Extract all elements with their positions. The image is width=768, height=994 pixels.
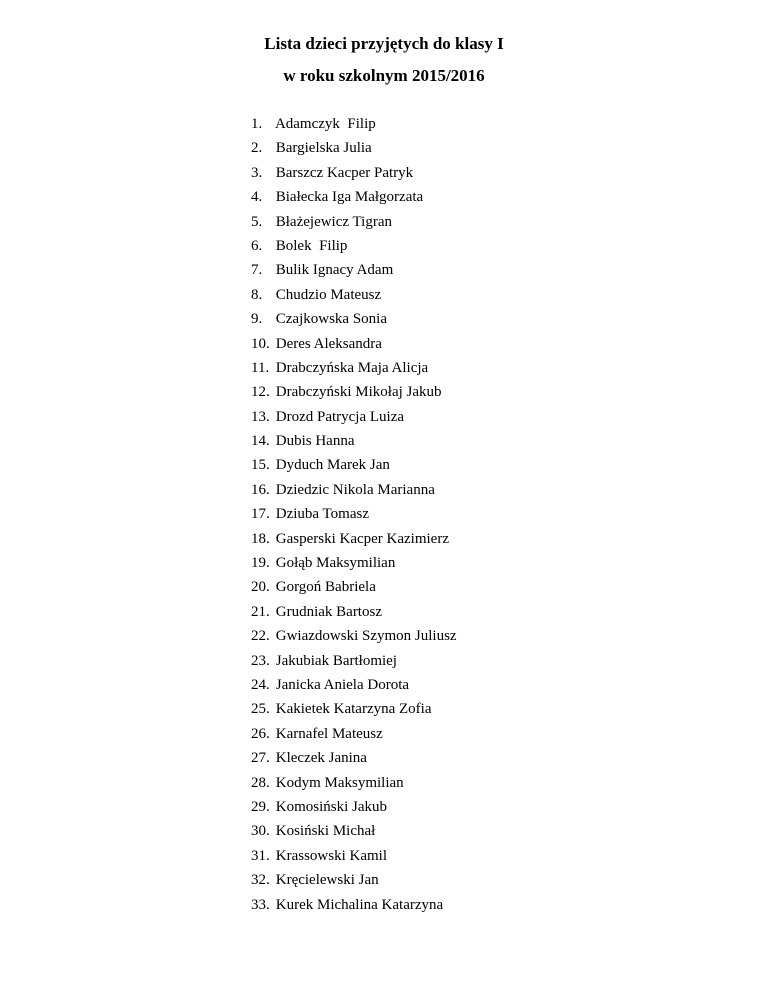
list-item-name: Dziedzic Nikola Marianna: [275, 481, 435, 498]
list-item-number: 30.: [251, 823, 270, 840]
list-item: [251, 651, 457, 675]
list-item-number: 29.: [251, 798, 270, 815]
list-item-number: 18.: [251, 530, 270, 547]
list-item: [251, 260, 457, 284]
list-item: [251, 334, 457, 358]
list-item: [251, 797, 457, 821]
list-item-number: 13.: [251, 408, 270, 425]
list-item-name: Barszcz Kacper Patryk: [275, 164, 414, 181]
list-item-name: Adamczyk Filip: [274, 116, 376, 132]
list-item-number: 15.: [251, 457, 270, 474]
list-item-number: 16.: [251, 481, 270, 498]
list-item: [251, 626, 457, 650]
list-item: [251, 212, 457, 236]
list-item-name: Gwiazdowski Szymon Juliusz: [275, 628, 457, 645]
list-item-name: Drabczyńska Maja Alicja: [275, 359, 429, 376]
list-item: [251, 480, 457, 504]
list-item: [251, 895, 457, 919]
list-item: [251, 163, 457, 187]
list-item-number: 33.: [251, 896, 270, 913]
list-item-name: Kleczek Janina: [275, 750, 367, 767]
list-item-number: 6.: [251, 237, 263, 254]
list-item-number: 3.: [251, 164, 263, 181]
list-item: [251, 748, 457, 772]
list-item-name: Gasperski Kacper Kazimierz: [275, 530, 449, 547]
list-item: [251, 870, 457, 894]
list-item: [251, 382, 457, 406]
document-title: Lista dzieci przyjętych do klasy I: [264, 34, 504, 53]
list-item: [251, 187, 457, 211]
list-item-number: 20.: [251, 579, 270, 596]
list-item-name: Gołąb Maksymilian: [275, 555, 396, 572]
list-item: [251, 773, 457, 797]
list-item-number: 17.: [251, 506, 270, 523]
document-subtitle: w roku szkolnym 2015/2016: [283, 66, 485, 85]
list-item: [251, 285, 457, 309]
list-item-number: 2.: [251, 140, 263, 157]
list-item-number: 21.: [251, 603, 270, 620]
student-list: [251, 114, 457, 919]
list-item: [251, 358, 457, 382]
list-item: [251, 114, 457, 138]
list-item: [251, 821, 457, 845]
list-item: [251, 309, 457, 333]
list-item: [251, 431, 457, 455]
list-item-name: Dyduch Marek Jan: [275, 457, 390, 474]
list-item: [251, 577, 457, 601]
list-item-number: 11.: [251, 359, 270, 376]
list-item-number: 25.: [251, 701, 270, 718]
list-item-number: 10.: [251, 335, 270, 352]
list-item-name: Błażejewicz Tigran: [275, 213, 392, 230]
list-item: [251, 602, 457, 626]
list-item-name: Białecka Iga Małgorzata: [275, 189, 424, 206]
list-item-number: 24.: [251, 676, 270, 693]
list-item-name: Kurek Michalina Katarzyna: [275, 896, 444, 913]
list-item-name: Dubis Hanna: [275, 433, 355, 450]
list-item-name: Drozd Patrycja Luiza: [275, 408, 405, 425]
list-item-number: 26.: [251, 725, 270, 742]
list-item-name: Dziuba Tomasz: [275, 506, 369, 523]
list-item-number: 9.: [251, 311, 263, 328]
list-item-name: Bulik Ignacy Adam: [275, 262, 394, 279]
list-item-number: 14.: [251, 433, 270, 450]
list-item-number: 1.: [251, 116, 263, 132]
list-item-number: 19.: [251, 555, 270, 572]
list-item: [251, 724, 457, 748]
list-item-name: Kręcielewski Jan: [275, 872, 379, 889]
list-item-name: Deres Aleksandra: [275, 335, 382, 352]
list-item-name: Drabczyński Mikołaj Jakub: [275, 384, 442, 401]
list-item: [251, 407, 457, 431]
list-item: [251, 529, 457, 553]
list-item: [251, 699, 457, 723]
list-item-name: Komosiński Jakub: [275, 798, 388, 815]
list-item: [251, 846, 457, 870]
list-item-name: Kosiński Michał: [275, 823, 376, 840]
list-item: [251, 504, 457, 528]
list-item: [251, 675, 457, 699]
list-item-name: Czajkowska Sonia: [275, 311, 387, 328]
list-item: [251, 138, 457, 162]
list-item-name: Chudzio Mateusz: [275, 286, 382, 303]
list-item-name: Kodym Maksymilian: [275, 774, 404, 791]
list-item-number: 31.: [251, 847, 270, 864]
list-item: [251, 553, 457, 577]
list-item-name: Bargielska Julia: [275, 140, 372, 157]
list-item-name: Kakietek Katarzyna Zofia: [275, 701, 432, 718]
list-item-number: 12.: [251, 384, 270, 401]
list-item-number: 5.: [251, 213, 263, 230]
list-item-name: Bolek Filip: [275, 237, 348, 254]
list-item-name: Jakubiak Bartłomiej: [275, 652, 397, 669]
list-item-number: 23.: [251, 652, 270, 669]
list-item-number: 32.: [251, 872, 270, 889]
list-item-name: Janicka Aniela Dorota: [275, 676, 410, 693]
list-item-name: Grudniak Bartosz: [275, 603, 382, 620]
list-item: [251, 455, 457, 479]
list-item-number: 8.: [251, 286, 263, 303]
list-item-number: 27.: [251, 750, 270, 767]
list-item-number: 28.: [251, 774, 270, 791]
list-item-name: Gorgoń Babriela: [275, 579, 376, 596]
list-item: [251, 236, 457, 260]
list-item-number: 4.: [251, 189, 263, 206]
list-item-name: Krassowski Kamil: [275, 847, 387, 864]
list-item-number: 22.: [251, 628, 270, 645]
list-item-number: 7.: [251, 262, 263, 279]
list-item-name: Karnafel Mateusz: [275, 725, 383, 742]
